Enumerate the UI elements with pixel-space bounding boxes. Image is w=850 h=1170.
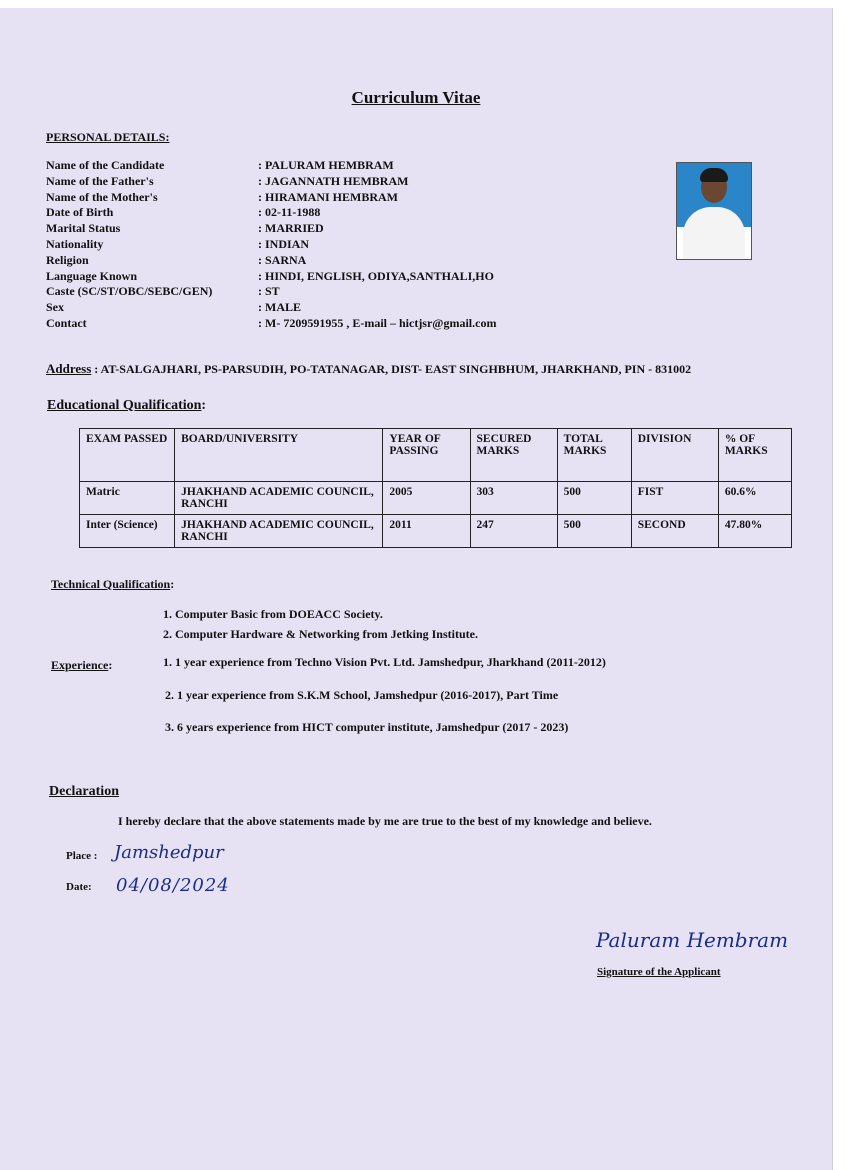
applicant-photo <box>676 162 752 260</box>
personal-row <box>46 190 666 206</box>
applicant-signature: Paluram Hembram <box>596 928 789 952</box>
technical-heading <box>51 577 174 592</box>
education-column-header: YEAR OF PASSING <box>383 429 470 482</box>
personal-details <box>46 158 666 332</box>
personal-row <box>46 174 666 190</box>
table-row <box>80 515 792 548</box>
declaration-text: I hereby declare that the above statements made by me are true to the best of my knowledge and believe. <box>118 814 652 828</box>
education-column-header: BOARD/UNIVERSITY <box>175 429 383 482</box>
education-column-header: TOTAL MARKS <box>557 429 631 482</box>
table-cell: 2011 <box>383 515 470 548</box>
education-column-header: DIVISION <box>631 429 718 482</box>
cv-page <box>0 8 833 1170</box>
personal-value: : JAGANNATH HEMBRAM <box>258 173 409 188</box>
address <box>46 361 691 377</box>
address-label: Address <box>46 361 92 376</box>
technical-heading-colon: : <box>170 577 175 591</box>
education-heading-text: Educational Qualification <box>47 398 202 413</box>
table-cell: 303 <box>470 482 557 515</box>
personal-row <box>46 284 666 300</box>
personal-row <box>46 300 666 316</box>
personal-value: : HIRAMANI HEMBRAM <box>258 189 398 204</box>
education-header-row <box>80 429 792 482</box>
personal-label: Language Known <box>46 268 138 283</box>
date-handwritten: 04/08/2024 <box>116 875 230 896</box>
education-column-header: SECURED MARKS <box>470 429 557 482</box>
table-cell: 47.80% <box>718 515 791 548</box>
signature-caption: Signature of the Applicant <box>597 966 721 978</box>
personal-label: Name of the Candidate <box>46 158 165 172</box>
personal-value: : SARNA <box>258 252 307 267</box>
personal-row <box>46 316 666 332</box>
personal-details-heading: PERSONAL DETAILS: <box>46 130 170 144</box>
address-value: : AT-SALGAJHARI, PS-PARSUDIH, PO-TATANAGAR, DIST- EAST SINGHBHUM, JHARKHAND, PIN - 831002 <box>94 362 692 376</box>
personal-label: Sex <box>46 300 64 315</box>
education-heading-colon: : <box>201 398 207 413</box>
personal-label: Religion <box>46 252 89 267</box>
table-cell: 500 <box>557 482 631 515</box>
declaration-heading: Declaration <box>49 784 119 799</box>
date-label: Date: <box>66 881 92 893</box>
personal-label: Name of the Father's <box>46 173 154 188</box>
education-column-header: EXAM PASSED <box>80 429 175 482</box>
personal-value: : MARRIED <box>258 221 324 236</box>
table-cell: 247 <box>470 515 557 548</box>
list-item: 3. 6 years experience from HICT computer institute, Jamshedpur (2017 - 2023) <box>165 720 569 734</box>
list-item: 2. 1 year experience from S.K.M School, Jamshedpur (2016-2017), Part Time <box>165 688 559 702</box>
education-heading <box>47 398 206 414</box>
experience-heading-text: Experience <box>51 658 109 672</box>
personal-value: : INDIAN <box>258 236 309 251</box>
personal-value: : ST <box>258 284 280 299</box>
education-table <box>79 428 792 548</box>
list-item: 2. Computer Hardware & Networking from Jetking Institute. <box>163 627 478 641</box>
technical-heading-text: Technical Qualification <box>51 577 171 591</box>
place-label: Place : <box>66 850 98 862</box>
personal-value: : M- 7209591955 , E-mail – hictjsr@gmail.com <box>258 315 497 330</box>
technical-list <box>163 607 478 647</box>
personal-row <box>46 158 666 174</box>
personal-label: Marital Status <box>46 221 121 236</box>
list-item: 1. Computer Basic from DOEACC Society. <box>163 607 383 621</box>
experience-heading <box>51 658 112 673</box>
education-column-header: % OF MARKS <box>718 429 791 482</box>
personal-value: : PALURAM HEMBRAM <box>258 158 394 172</box>
personal-value: : 02-11-1988 <box>258 205 321 220</box>
personal-row <box>46 253 666 269</box>
personal-row <box>46 269 666 285</box>
personal-label: Nationality <box>46 236 104 251</box>
table-cell: Inter (Science) <box>80 515 175 548</box>
personal-label: Contact <box>46 315 87 330</box>
personal-label: Date of Birth <box>46 205 114 220</box>
table-cell: JHAKHAND ACADEMIC COUNCIL, RANCHI <box>175 515 383 548</box>
personal-label: Caste (SC/ST/OBC/SEBC/GEN) <box>46 284 213 299</box>
personal-row <box>46 237 666 253</box>
table-cell: JHAKHAND ACADEMIC COUNCIL, RANCHI <box>175 482 383 515</box>
table-cell: SECOND <box>631 515 718 548</box>
table-cell: 60.6% <box>718 482 791 515</box>
personal-value: : MALE <box>258 300 301 315</box>
table-row <box>80 482 792 515</box>
page-title: Curriculum Vitae <box>351 88 481 107</box>
personal-value: : HINDI, ENGLISH, ODIYA,SANTHALI,HO <box>258 268 494 283</box>
personal-row <box>46 205 666 221</box>
personal-row <box>46 221 666 237</box>
table-cell: 500 <box>557 515 631 548</box>
education-body <box>80 482 792 548</box>
personal-label: Name of the Mother's <box>46 189 158 204</box>
table-cell: 2005 <box>383 482 470 515</box>
experience-heading-colon: : <box>108 658 113 672</box>
place-handwritten: Jamshedpur <box>114 842 224 863</box>
list-item: 1. 1 year experience from Techno Vision Pvt. Ltd. Jamshedpur, Jharkhand (2011-2012) <box>163 655 606 669</box>
table-cell: Matric <box>80 482 175 515</box>
table-cell: FIST <box>631 482 718 515</box>
